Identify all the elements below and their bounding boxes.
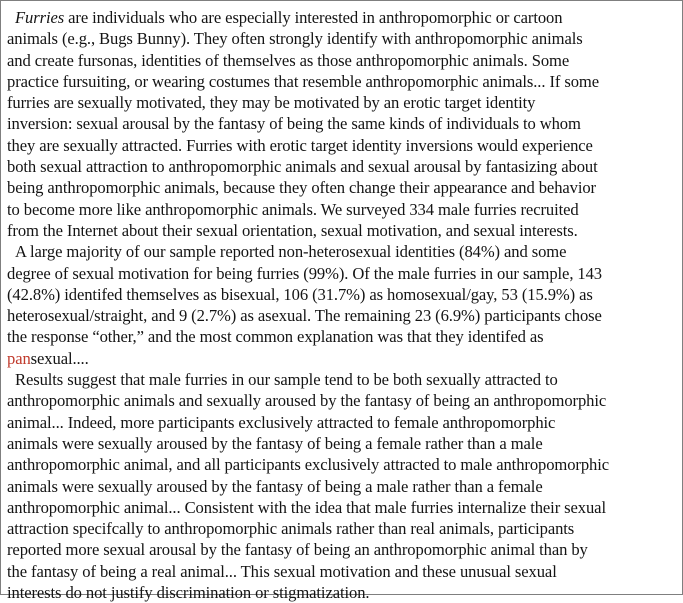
text-line: and create fursonas, identities of themselves as those anthropomorphic animals. Some xyxy=(7,50,570,70)
text-line: to become more like anthropomorphic animals. We surveyed 334 male furries recruited xyxy=(7,199,579,219)
text-line: animals were sexually aroused by the fantasy of being a male rather than a female xyxy=(7,476,543,496)
text-line: interests do not justify discrimination or stigmatization. xyxy=(7,583,370,603)
text-line: degree of sexual motivation for being furries (99%). Of the male furries in our sample, 143 xyxy=(7,263,603,283)
paragraph-results xyxy=(7,241,679,369)
text-line: inversion: sexual arousal by the fantasy of being the same kinds of individuals to whom xyxy=(7,114,581,134)
text-line: animal... Indeed, more participants exclusively attracted to female anthropomorphic xyxy=(7,412,556,432)
abstract-text xyxy=(7,7,679,603)
text-line: furries are sexually motivated, they may be motivated by an erotic target identity xyxy=(7,93,536,113)
text-line: Results suggest that male furries in our sample tend to be both sexually attracted to xyxy=(15,370,558,390)
paragraph-conclusion xyxy=(7,369,679,603)
text-line: pansexual.... xyxy=(7,348,89,368)
text-line: they are sexually attracted. Furries with erotic target identity inversions would experience xyxy=(7,135,593,155)
text-line: anthropomorphic animal... Consistent with the idea that male furries internalize their sexual xyxy=(7,497,606,517)
text-line: reported more sexual arousal by the fantasy of being an anthropomorphic animal than by xyxy=(7,540,588,560)
text-line: practice fursuiting, or wearing costumes that resemble anthropomorphic animals... If some xyxy=(7,71,599,91)
text-line: (42.8%) identifed themselves as bisexual, 106 (31.7%) as homosexual/gay, 53 (15.9%) as xyxy=(7,284,593,304)
text-line: animals were sexually aroused by the fantasy of being a female rather than a male xyxy=(7,433,543,453)
text-line: being anthropomorphic animals, because they often change their appearance and behavior xyxy=(7,178,596,198)
text-line: attraction specifcally to anthropomorphic animals rather than real animals, participants xyxy=(7,519,575,539)
paragraph-intro xyxy=(7,7,679,241)
text-line: the fantasy of being a real animal... This sexual motivation and these unusual sexual xyxy=(7,561,557,581)
text-line: heterosexual/straight, and 9 (2.7%) as asexual. The remaining 23 (6.9%) participants chose xyxy=(7,306,602,326)
text-line: animals (e.g., Bugs Bunny). They often strongly identify with anthropomorphic animals xyxy=(7,29,583,49)
emphasized-term: Furries xyxy=(15,8,65,27)
highlighted-text: pan xyxy=(7,348,31,368)
text-line: anthropomorphic animals and sexually aroused by the fantasy of being an anthropomorphic xyxy=(7,391,607,411)
text-line: Furries are individuals who are especially interested in anthropomorphic or cartoon xyxy=(15,8,563,27)
text-line: from the Internet about their sexual orientation, sexual motivation, and sexual interests. xyxy=(7,220,578,240)
text-line: the response “other,” and the most common explanation was that they identifed as xyxy=(7,327,544,347)
text-line: anthropomorphic animal, and all participants exclusively attracted to male anthropomorphic xyxy=(7,455,610,475)
text-line: both sexual attraction to anthropomorphic animals and sexual arousal by fantasizing about xyxy=(7,157,598,177)
text-line: A large majority of our sample reported non-heterosexual identities (84%) and some xyxy=(15,242,567,262)
